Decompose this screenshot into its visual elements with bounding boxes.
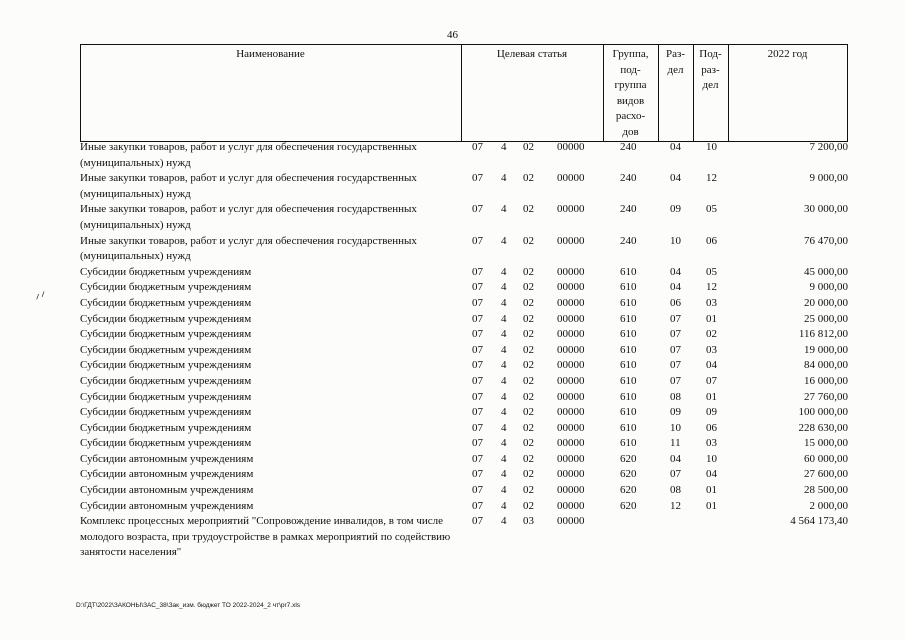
row-grp: 610 — [620, 312, 637, 325]
row-rz: 09 — [670, 203, 681, 216]
table-row — [80, 265, 848, 281]
row-c2: 4 — [501, 406, 507, 419]
row-rz: 11 — [670, 437, 681, 450]
row-c2: 4 — [501, 468, 507, 481]
table-row — [80, 421, 848, 437]
row-c2: 4 — [501, 281, 507, 294]
row-c3: 02 — [523, 265, 534, 278]
row-c4: 00000 — [557, 406, 585, 419]
row-c4: 00000 — [557, 172, 585, 185]
table-row — [80, 343, 848, 359]
row-grp: 610 — [620, 296, 637, 309]
row-amount: 228 630,00 — [798, 421, 848, 434]
row-c3: 02 — [523, 484, 534, 497]
row-c1: 07 — [472, 390, 483, 403]
table-row — [80, 327, 848, 343]
row-c4: 00000 — [557, 374, 585, 387]
row-c3: 02 — [523, 374, 534, 387]
row-c1: 07 — [472, 468, 483, 481]
table-body — [80, 140, 848, 561]
table-row — [80, 312, 848, 328]
row-c1: 07 — [472, 281, 483, 294]
row-c2: 4 — [501, 359, 507, 372]
row-amount: 15 000,00 — [804, 437, 848, 450]
row-grp: 610 — [620, 437, 637, 450]
row-name: Субсидии бюджетным учреждениям — [80, 390, 252, 403]
row-c2: 4 — [501, 312, 507, 325]
row-pr: 04 — [706, 359, 717, 372]
row-c4: 00000 — [557, 452, 585, 465]
row-c3: 02 — [523, 452, 534, 465]
row-amount: 76 470,00 — [804, 234, 848, 247]
row-c3: 02 — [523, 421, 534, 434]
row-pr: 03 — [706, 437, 717, 450]
row-rz: 06 — [670, 296, 681, 309]
row-c3: 02 — [523, 390, 534, 403]
row-amount: 19 000,00 — [804, 343, 848, 356]
row-grp: 240 — [620, 141, 637, 153]
row-rz: 04 — [670, 265, 681, 278]
row-c2: 4 — [501, 515, 507, 528]
row-amount: 27 600,00 — [804, 468, 848, 481]
row-c4: 00000 — [557, 390, 585, 403]
row-c2: 4 — [501, 172, 507, 185]
row-c2: 4 — [501, 421, 507, 434]
row-c1: 07 — [472, 515, 483, 528]
row-c1: 07 — [472, 172, 483, 185]
row-c2: 4 — [501, 141, 507, 153]
row-c3: 02 — [523, 328, 534, 341]
row-grp: 610 — [620, 406, 637, 419]
page-number: 46 — [447, 29, 458, 41]
row-pr: 06 — [706, 421, 717, 434]
row-amount: 7 200,00 — [809, 141, 848, 153]
row-c1: 07 — [472, 328, 483, 341]
row-grp: 610 — [620, 265, 637, 278]
row-rz: 07 — [670, 374, 681, 387]
row-amount: 30 000,00 — [804, 203, 848, 216]
table-row — [80, 171, 848, 202]
row-pr: 09 — [706, 406, 717, 419]
row-amount: 84 000,00 — [804, 359, 848, 372]
row-name: Субсидии бюджетным учреждениям — [80, 437, 252, 450]
row-c1: 07 — [472, 265, 483, 278]
row-c4: 00000 — [557, 203, 585, 216]
row-rz: 07 — [670, 468, 681, 481]
row-c4: 00000 — [557, 141, 585, 153]
row-c3: 02 — [523, 234, 534, 247]
row-name: Субсидии автономным учреждениям — [80, 452, 254, 465]
row-grp: 610 — [620, 343, 637, 356]
row-grp: 610 — [620, 359, 637, 372]
row-name: Субсидии бюджетным учреждениям — [80, 374, 252, 387]
row-pr: 01 — [706, 390, 717, 403]
row-c4: 00000 — [557, 515, 585, 528]
row-c4: 00000 — [557, 265, 585, 278]
row-name: Субсидии автономным учреждениям — [80, 468, 254, 481]
row-grp: 620 — [620, 468, 637, 481]
row-c1: 07 — [472, 203, 483, 216]
table-row — [80, 452, 848, 468]
row-pr: 01 — [706, 312, 717, 325]
row-amount: 100 000,00 — [798, 406, 848, 419]
row-pr: 03 — [706, 296, 717, 309]
row-c2: 4 — [501, 437, 507, 450]
header-section: Раз- дел — [665, 48, 685, 76]
row-grp: 620 — [620, 499, 637, 512]
header-target: Целевая статья — [496, 48, 568, 60]
row-rz: 10 — [670, 234, 681, 247]
row-pr: 10 — [706, 452, 717, 465]
row-name: Субсидии бюджетным учреждениям — [80, 343, 252, 356]
row-name: Субсидии бюджетным учреждениям — [80, 421, 252, 434]
row-c3: 03 — [523, 515, 534, 528]
row-amount: 25 000,00 — [804, 312, 848, 325]
table-row — [80, 358, 848, 374]
row-c2: 4 — [501, 484, 507, 497]
row-pr: 06 — [706, 234, 717, 247]
row-c4: 00000 — [557, 468, 585, 481]
row-amount: 116 812,00 — [798, 328, 848, 341]
row-c1: 07 — [472, 296, 483, 309]
row-amount: 16 000,00 — [804, 374, 848, 387]
row-rz: 10 — [670, 421, 681, 434]
table-row — [80, 467, 848, 483]
row-c4: 00000 — [557, 499, 585, 512]
row-rz: 09 — [670, 406, 681, 419]
row-c2: 4 — [501, 343, 507, 356]
row-amount: 2 000,00 — [809, 499, 848, 512]
row-c2: 4 — [501, 452, 507, 465]
table-row — [80, 405, 848, 421]
row-pr: 05 — [706, 203, 717, 216]
row-pr: 05 — [706, 265, 717, 278]
header-subsection: Под- раз- дел — [699, 48, 722, 91]
row-rz: 08 — [670, 390, 681, 403]
row-name: Субсидии бюджетным учреждениям — [80, 328, 252, 341]
row-amount: 27 760,00 — [804, 390, 848, 403]
file-path: D:\ГДТ\2022\ЗАКОНЫ\ЗАС_38\Зак_изм. бюджет ТО 2022-2024_2 чт\pr7.xls — [76, 602, 301, 609]
table-row — [80, 483, 848, 499]
row-amount: 45 000,00 — [804, 265, 848, 278]
row-c3: 02 — [523, 359, 534, 372]
row-c4: 00000 — [557, 328, 585, 341]
row-c3: 02 — [523, 343, 534, 356]
row-pr: 07 — [706, 374, 717, 387]
row-pr: 04 — [706, 468, 717, 481]
row-rz: 04 — [670, 281, 681, 294]
row-c4: 00000 — [557, 234, 585, 247]
row-rz: 07 — [670, 343, 681, 356]
row-pr: 12 — [706, 172, 717, 185]
table-row — [80, 499, 848, 515]
table-row — [80, 296, 848, 312]
row-name: Комплекс процессных мероприятий "Сопровождение инвалидов, в том числе молодого возраста, при трудоустройстве в рамках мероприятий по содействию занятости населения" — [80, 515, 451, 559]
row-grp: 240 — [620, 234, 637, 247]
row-name: Иные закупки товаров, работ и услуг для обеспечения государственных (муниципальных) нужд — [80, 141, 417, 169]
row-c1: 07 — [472, 452, 483, 465]
table-row — [80, 202, 848, 233]
row-c3: 02 — [523, 281, 534, 294]
row-c3: 02 — [523, 296, 534, 309]
row-pr: 01 — [706, 484, 717, 497]
row-c4: 00000 — [557, 296, 585, 309]
row-rz: 07 — [670, 312, 681, 325]
row-c2: 4 — [501, 203, 507, 216]
row-c2: 4 — [501, 390, 507, 403]
row-c1: 07 — [472, 312, 483, 325]
row-c3: 02 — [523, 406, 534, 419]
row-name: Субсидии бюджетным учреждениям — [80, 296, 252, 309]
table-header — [80, 44, 848, 142]
row-name: Субсидии бюджетным учреждениям — [80, 359, 252, 372]
row-c4: 00000 — [557, 421, 585, 434]
row-rz: 04 — [670, 452, 681, 465]
row-name: Субсидии автономным учреждениям — [80, 499, 254, 512]
row-name: Субсидии бюджетным учреждениям — [80, 312, 252, 325]
row-c1: 07 — [472, 437, 483, 450]
row-grp: 620 — [620, 452, 637, 465]
row-c3: 02 — [523, 203, 534, 216]
header-name: Наименование — [236, 48, 305, 60]
header-group: Группа, под- группа видов расхо- дов — [612, 48, 649, 138]
row-rz: 04 — [670, 172, 681, 185]
row-c1: 07 — [472, 484, 483, 497]
row-pr: 02 — [706, 328, 717, 341]
row-c2: 4 — [501, 296, 507, 309]
row-amount: 9 000,00 — [809, 281, 848, 294]
row-name: Иные закупки товаров, работ и услуг для обеспечения государственных (муниципальных) нужд — [80, 203, 417, 231]
table-row — [80, 436, 848, 452]
row-c1: 07 — [472, 406, 483, 419]
row-rz: 08 — [670, 484, 681, 497]
row-c4: 00000 — [557, 437, 585, 450]
table-row — [80, 374, 848, 390]
row-name: Субсидии автономным учреждениям — [80, 484, 254, 497]
row-c4: 00000 — [557, 359, 585, 372]
row-rz: 12 — [670, 499, 681, 512]
row-pr: 10 — [706, 141, 717, 153]
row-grp: 610 — [620, 390, 637, 403]
row-c4: 00000 — [557, 281, 585, 294]
row-rz: 04 — [670, 141, 681, 153]
row-name: Иные закупки товаров, работ и услуг для обеспечения государственных (муниципальных) нужд — [80, 172, 417, 200]
row-c1: 07 — [472, 374, 483, 387]
row-grp: 240 — [620, 203, 637, 216]
header-year: 2022 год — [767, 48, 808, 60]
row-grp: 610 — [620, 281, 637, 294]
row-c1: 07 — [472, 421, 483, 434]
row-c3: 02 — [523, 312, 534, 325]
row-pr: 03 — [706, 343, 717, 356]
row-name: Субсидии бюджетным учреждениям — [80, 281, 252, 294]
row-name: Субсидии бюджетным учреждениям — [80, 265, 252, 278]
table-row — [80, 390, 848, 406]
row-c2: 4 — [501, 328, 507, 341]
row-c1: 07 — [472, 359, 483, 372]
row-pr: 01 — [706, 499, 717, 512]
row-amount: 4 564 173,40 — [790, 515, 848, 528]
table-row — [80, 140, 848, 171]
row-c2: 4 — [501, 234, 507, 247]
row-c3: 02 — [523, 437, 534, 450]
row-name: Субсидии бюджетным учреждениям — [80, 406, 252, 419]
row-c3: 02 — [523, 172, 534, 185]
row-c1: 07 — [472, 499, 483, 512]
row-amount: 60 000,00 — [804, 452, 848, 465]
row-grp: 620 — [620, 484, 637, 497]
row-pr: 12 — [706, 281, 717, 294]
row-c1: 07 — [472, 234, 483, 247]
row-c2: 4 — [501, 374, 507, 387]
row-amount: 9 000,00 — [809, 172, 848, 185]
row-c1: 07 — [472, 343, 483, 356]
row-c4: 00000 — [557, 343, 585, 356]
row-rz: 07 — [670, 359, 681, 372]
row-rz: 07 — [670, 328, 681, 341]
row-c4: 00000 — [557, 484, 585, 497]
table-row — [80, 280, 848, 296]
row-c2: 4 — [501, 265, 507, 278]
row-grp: 240 — [620, 172, 637, 185]
row-grp: 610 — [620, 374, 637, 387]
row-c3: 02 — [523, 468, 534, 481]
row-c1: 07 — [472, 141, 483, 153]
row-amount: 28 500,00 — [804, 484, 848, 497]
row-amount: 20 000,00 — [804, 296, 848, 309]
row-c4: 00000 — [557, 312, 585, 325]
row-c3: 02 — [523, 141, 534, 153]
row-grp: 610 — [620, 328, 637, 341]
row-name: Иные закупки товаров, работ и услуг для обеспечения государственных (муниципальных) нужд — [80, 234, 417, 263]
row-c3: 02 — [523, 499, 534, 512]
row-grp: 610 — [620, 421, 637, 434]
row-c2: 4 — [501, 499, 507, 512]
table-row — [80, 514, 848, 561]
table-row — [80, 234, 848, 265]
margin-mark: ⸝⸝ — [30, 284, 48, 302]
